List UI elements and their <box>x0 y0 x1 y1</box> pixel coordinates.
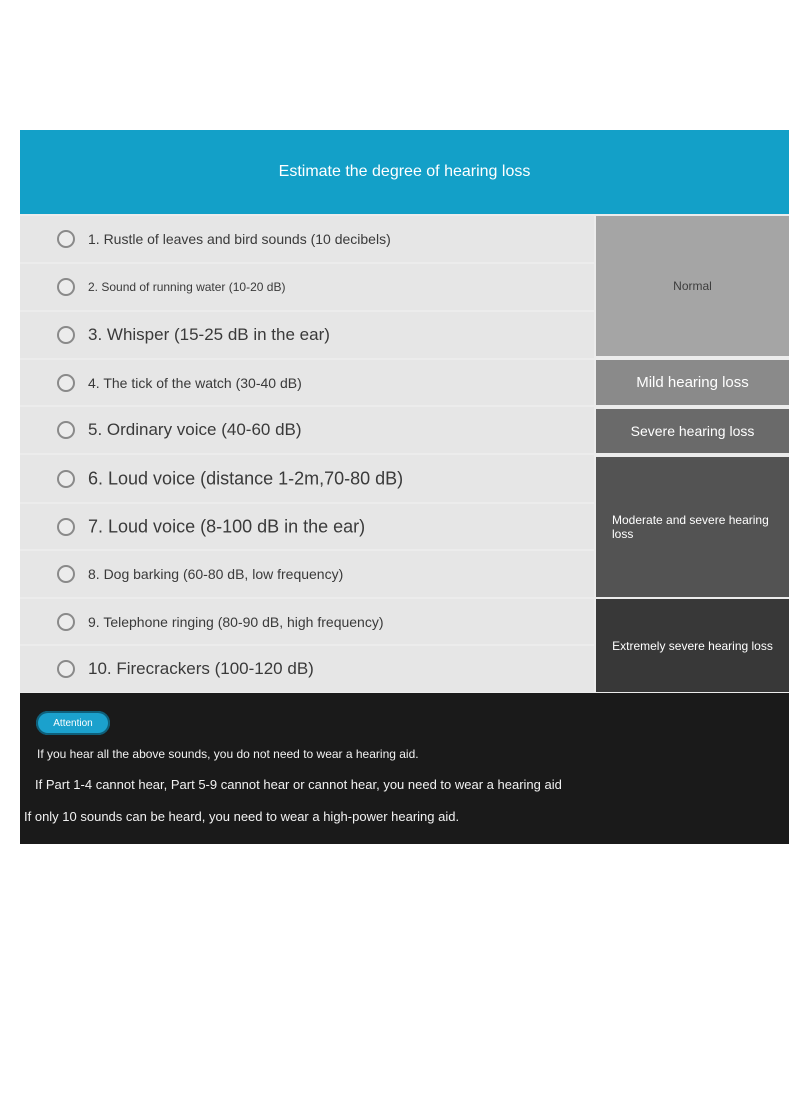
sound-option-7[interactable] <box>20 504 594 549</box>
category-severe <box>596 409 789 453</box>
note-line-3: If only 10 sounds can be heard, you need to wear a high-power hearing aid. <box>24 809 460 824</box>
category-normal <box>596 216 789 356</box>
sound-option-2[interactable] <box>20 264 594 310</box>
radio-button[interactable] <box>57 518 75 536</box>
sound-option-1[interactable] <box>20 216 594 262</box>
attention-button[interactable] <box>36 711 110 735</box>
sound-label: 9. Telephone ringing (80-90 dB, high frequency) <box>88 613 384 630</box>
sound-option-4[interactable] <box>20 360 594 405</box>
category-label: Mild hearing loss <box>636 374 749 391</box>
page-title: Estimate the degree of hearing loss <box>278 163 531 180</box>
sound-label: 3. Whisper (15-25 dB in the ear) <box>88 325 330 344</box>
header-bar <box>20 130 789 214</box>
sound-label: 4. The tick of the watch (30-40 dB) <box>88 374 302 391</box>
radio-button[interactable] <box>57 230 75 248</box>
category-extremely-severe <box>596 599 789 692</box>
radio-button[interactable] <box>57 374 75 392</box>
sound-label: 1. Rustle of leaves and bird sounds (10 decibels) <box>88 231 391 247</box>
sound-label: 6. Loud voice (distance 1-2m,70-80 dB) <box>88 468 404 488</box>
note-line-1: If you hear all the above sounds, you do not need to wear a hearing aid. <box>37 747 419 761</box>
category-mild <box>596 360 789 405</box>
category-moderate-severe <box>596 457 789 597</box>
sound-label: 10. Firecrackers (100-120 dB) <box>88 659 314 678</box>
radio-button[interactable] <box>57 613 75 631</box>
attention-label: Attention <box>53 717 93 729</box>
radio-button[interactable] <box>57 326 75 344</box>
category-label: Severe hearing loss <box>630 423 755 439</box>
category-label: Extremely severe hearing loss <box>612 638 773 653</box>
category-label: Normal <box>673 279 712 293</box>
sound-option-3[interactable] <box>20 312 594 358</box>
radio-button[interactable] <box>57 565 75 583</box>
sound-option-10[interactable] <box>20 646 594 692</box>
sound-label: 7. Loud voice (8-100 dB in the ear) <box>88 516 366 536</box>
radio-button[interactable] <box>57 421 75 439</box>
note-line-2: If Part 1-4 cannot hear, Part 5-9 cannot hear or cannot hear, you need to wear a hearing aid <box>35 777 562 792</box>
sound-label: 5. Ordinary voice (40-60 dB) <box>88 420 302 439</box>
sound-option-9[interactable] <box>20 599 594 644</box>
sound-option-6[interactable] <box>20 455 594 502</box>
sound-option-8[interactable] <box>20 551 594 597</box>
sound-option-5[interactable] <box>20 407 594 453</box>
notes-panel <box>20 693 789 844</box>
radio-button[interactable] <box>57 660 75 678</box>
radio-button[interactable] <box>57 278 75 296</box>
category-label: Moderate and severe hearing loss <box>612 513 769 541</box>
sound-label: 2. Sound of running water (10-20 dB) <box>88 280 286 294</box>
radio-button[interactable] <box>57 470 75 488</box>
hearing-test-card <box>20 130 789 844</box>
sound-label: 8. Dog barking (60-80 dB, low frequency) <box>88 566 344 582</box>
